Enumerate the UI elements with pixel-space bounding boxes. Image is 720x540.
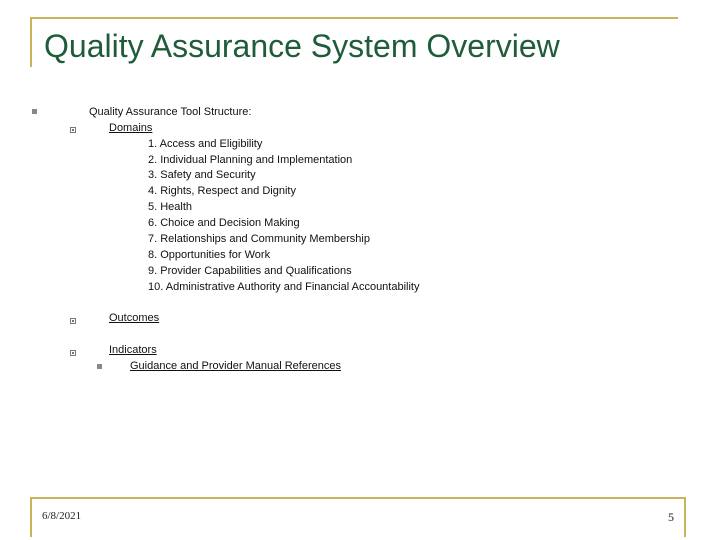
hollow-bullet-icon (70, 350, 76, 356)
domain-item: 8. Opportunities for Work (148, 249, 271, 261)
frame-left-line (30, 17, 32, 67)
square-bullet-icon (97, 364, 102, 369)
domain-item: 5. Health (148, 201, 193, 213)
domain-item: 4. Rights, Respect and Dignity (148, 185, 296, 197)
footer-date: 6/8/2021 (42, 510, 82, 522)
hollow-bullet-icon (70, 318, 76, 324)
frame-bottom-left-line (30, 497, 32, 537)
domain-item: 3. Safety and Security (148, 169, 256, 181)
hollow-bullet-icon (70, 127, 76, 133)
domains-link[interactable]: Domains (109, 122, 153, 134)
level1-text: Quality Assurance Tool Structure: (89, 106, 252, 118)
domain-item: 1. Access and Eligibility (148, 138, 263, 150)
domain-item: 2. Individual Planning and Implementation (148, 154, 353, 166)
frame-bottom-right-line (684, 497, 686, 537)
indicators-link[interactable]: Indicators (109, 344, 157, 356)
square-bullet-icon (32, 109, 37, 114)
page-number: 5 (668, 510, 674, 524)
domain-item: 10. Administrative Authority and Financial Accountability (148, 281, 420, 293)
guidance-link[interactable]: Guidance and Provider Manual References (130, 360, 341, 372)
outcomes-link[interactable]: Outcomes (109, 312, 160, 324)
domain-item: 9. Provider Capabilities and Qualifications (148, 265, 352, 277)
domain-item: 6. Choice and Decision Making (148, 217, 300, 229)
slide-title: Quality Assurance System Overview (44, 28, 560, 64)
frame-bottom-line (30, 497, 685, 499)
domain-item: 7. Relationships and Community Membership (148, 233, 370, 245)
frame-top-line (30, 17, 678, 19)
